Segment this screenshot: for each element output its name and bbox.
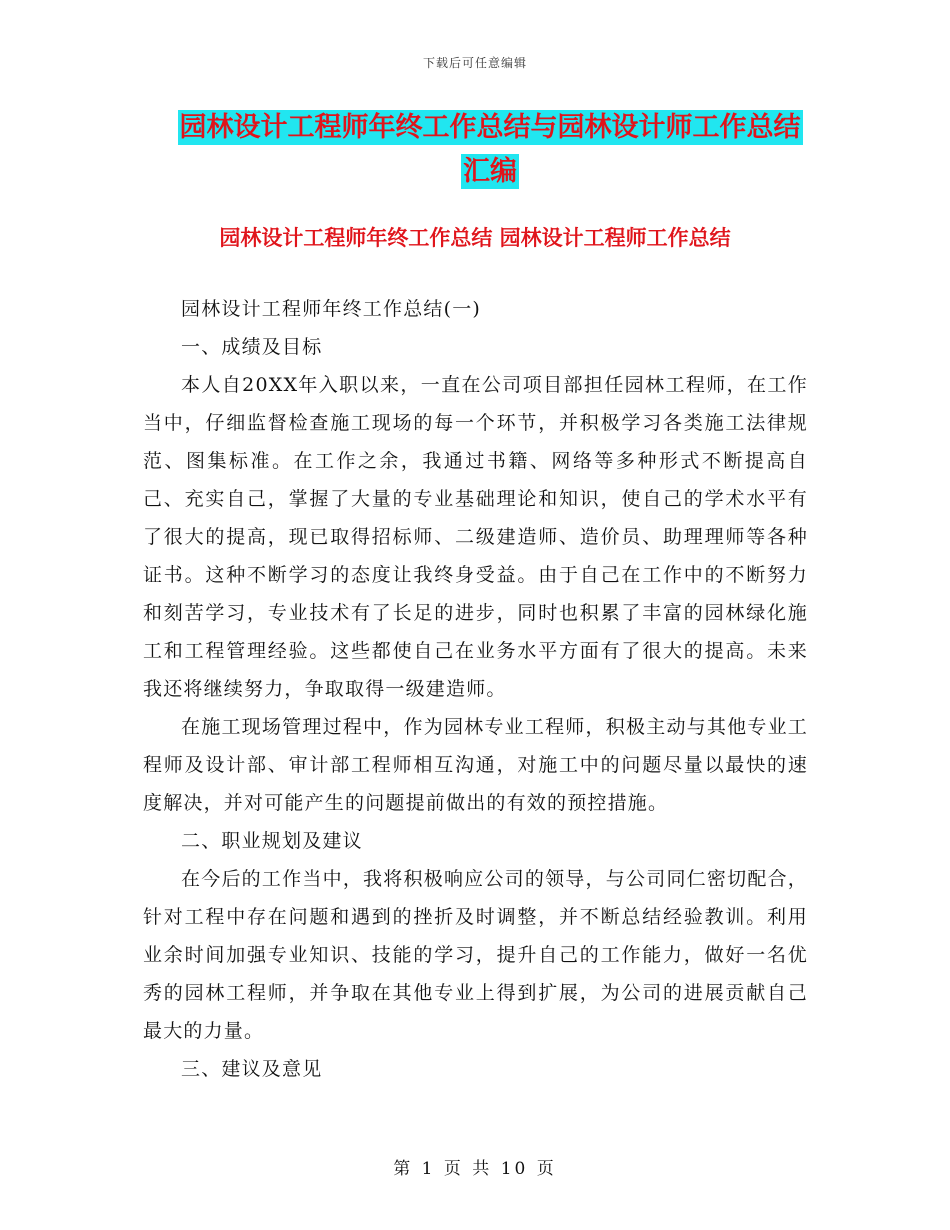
paragraph: 在今后的工作当中，我将积极响应公司的领导，与公司同仁密切配合，针对工程中存在问题和遇到的挫折及时调整，并不断总结经验教训。利用业余时间加强专业知识、技能的学习，提升自己的工作能力，做好一名优秀的园林工程师，并争取在其他专业上得到扩展，为公司的进展贡献自己最大的力量。 <box>143 868 808 1042</box>
section-heading: 一、成绩及目标 <box>181 336 323 358</box>
main-title-line1: 园林设计工程师年终工作总结与园林设计师工作总结 <box>179 112 801 143</box>
paragraph: 在施工现场管理过程中，作为园林专业工程师，积极主动与其他专业工程师及设计部、审计部工程师相互沟通，对施工中的问题尽量以最快的速度解决，并对可能产生的问题提前做出的有效的预控措施。 <box>143 716 808 814</box>
paragraph: 本人自20XX年入职以来，一直在公司项目部担任园林工程师，在工作当中，仔细监督检查施工现场的每一个环节，并积极学习各类施工法律规范、图集标准。在工作之余，我通过书籍、网络等多种形式不断提高自己、充实自己，掌握了大量的专业基础理论和知识，使自己的学术水平有了很大的提高，现已取得招标师、二级建造师、造价员、助理理师等各种证书。这种不断学习的态度让我终身受益。由于自己在工作中的不断努力和刻苦学习，专业技术有了长足的进步，同时也积累了丰富的园林绿化施工和工程管理经验。这些都使自己在业务水平方面有了很大的提高。未来我还将继续努力，争取取得一级建造师。 <box>143 374 808 700</box>
body-text <box>143 290 808 1088</box>
main-title <box>140 106 840 194</box>
header-note: 下载后可任意编辑 <box>422 56 527 70</box>
section-heading: 二、职业规划及建议 <box>181 830 363 852</box>
sub-title: 园林设计工程师年终工作总结 园林设计工程师工作总结 <box>219 226 731 250</box>
section-heading: 三、建议及意见 <box>181 1058 323 1080</box>
section-heading: 园林设计工程师年终工作总结(一) <box>181 298 482 320</box>
main-title-line2: 汇编 <box>463 156 517 187</box>
page-footer: 第 1 页 共 10 页 <box>393 1159 557 1179</box>
